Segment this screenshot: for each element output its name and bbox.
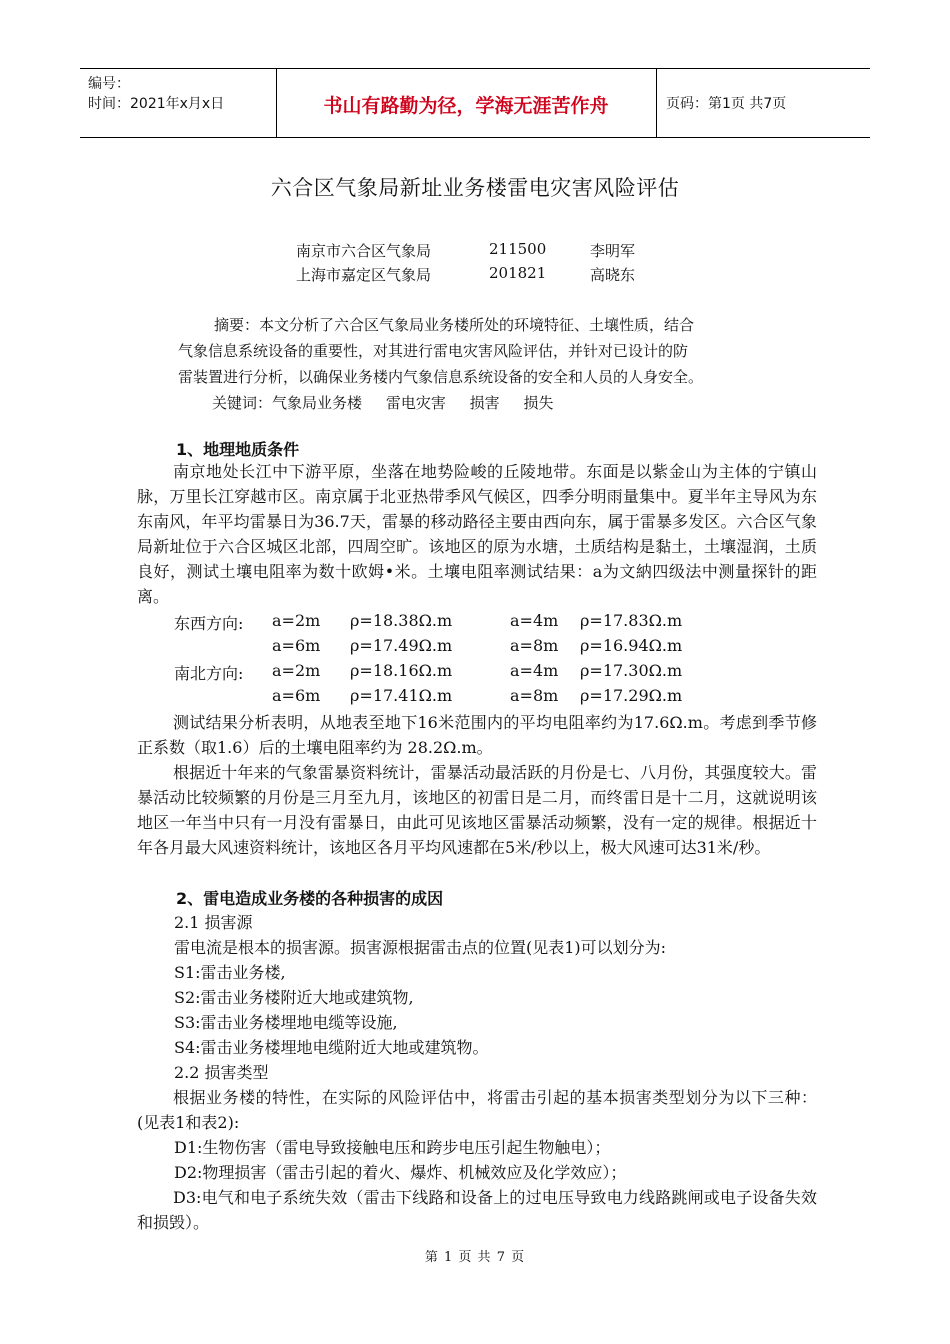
page-footer: 第 1 页 共 7 页 [424, 1250, 526, 1265]
measure-a: a=4m [510, 611, 559, 630]
measure-label-ew: 东西方向: [174, 614, 244, 633]
subsection-heading: 2.1 损害源 [174, 913, 253, 932]
author-zip: 201821 [489, 264, 547, 282]
header-number: 编号： [88, 76, 130, 92]
section-heading: 2、雷电造成业务楼的各种损害的成因 [176, 889, 444, 908]
author-name: 高晓东 [590, 266, 636, 284]
paragraph: 根据近十年来的气象雷暴资料统计，雷暴活动最活跃的月份是七、八月份，其强度较大。雷暴活动比较频繁的月份是三月至九月，该地区的初雷日是二月，而终雷日是十二月，这就说明该地区一年当中只有一月没有雷暴日，由此可见该地区雷暴活动频繁，没有一定的规律。根据近十年各月最大风速资料统计，该地区各月平均风速都在5米/秒以上，极大风速可达31米/秒。 [137, 763, 817, 857]
measure-rho: ρ=17.29Ω.m [580, 686, 683, 705]
author-name: 李明军 [590, 242, 636, 260]
measure-a: a=6m [272, 636, 321, 655]
header-meta [88, 74, 224, 114]
measure-rho: ρ=17.30Ω.m [580, 661, 683, 680]
abstract-line: 气象信息系统设备的重要性，对其进行雷电灾害风险评估，并针对已设计的防 [178, 342, 689, 360]
author-org: 上海市嘉定区气象局 [296, 266, 432, 284]
list-item: S1:雷击业务楼, [174, 963, 286, 982]
subsection-heading: 2.2 损害类型 [174, 1063, 269, 1082]
measure-rho: ρ=17.41Ω.m [350, 686, 453, 705]
measure-a: a=2m [272, 611, 321, 630]
author-zip: 211500 [489, 240, 547, 258]
author-org: 南京市六合区气象局 [296, 242, 432, 260]
list-item: D3:电气和电子系统失效（雷击下线路和设备上的过电压导致电力线路跳闸或电子设备失效和损毁）。 [137, 1188, 817, 1232]
header-motto: 书山有路勤为径，学海无涯苦作舟 [323, 95, 609, 117]
list-item: S2:雷击业务楼附近大地或建筑物, [174, 988, 414, 1007]
list-item: S4:雷击业务楼埋地电缆附近大地或建筑物。 [174, 1038, 489, 1057]
measure-label-ns: 南北方向: [174, 664, 244, 683]
header-divider [656, 69, 657, 137]
abstract [178, 312, 778, 416]
measure-a: a=8m [510, 636, 559, 655]
measure-a: a=8m [510, 686, 559, 705]
abstract-line: 雷装置进行分析，以确保业务楼内气象信息系统设备的安全和人员的人身安全。 [178, 368, 704, 386]
abstract-line: 摘要：本文分析了六合区气象局业务楼所处的环境特征、土壤性质，结合 [214, 316, 695, 334]
measure-a: a=6m [272, 686, 321, 705]
measure-rho: ρ=17.83Ω.m [580, 611, 683, 630]
measure-rho: ρ=18.16Ω.m [350, 661, 453, 680]
list-item: D1:生物伤害（雷电导致接触电压和跨步电压引起生物触电）； [174, 1138, 611, 1157]
measure-a: a=2m [272, 661, 321, 680]
paragraph: 南京地处长江中下游平原，坐落在地势险峻的丘陵地带。东面是以紫金山为主体的宁镇山脉，万里长江穿越市区。南京属于北亚热带季风气候区，四季分明雨量集中。夏半年主导风为东东南风，年平均雷暴日为36.7天，雷暴的移动路径主要由西向东，属于雷暴多发区。六合区气象局新址位于六合区城区北部，四周空旷。该地区的原为水塘，土质结构是黏土，土壤湿润，土质良好，测试土壤电阻率为数十欧姆•米。土壤电阻率测试结果：a为文納四级法中测量探针的距离。 [137, 462, 817, 606]
measure-a: a=4m [510, 661, 559, 680]
header-time: 时间：2021年x月x日 [88, 96, 225, 112]
measure-rho: ρ=18.38Ω.m [350, 611, 453, 630]
measure-rho: ρ=16.94Ω.m [580, 636, 683, 655]
document-title: 六合区气象局新址业务楼雷电灾害风险评估 [270, 176, 680, 200]
paragraph: 根据业务楼的特性，在实际的风险评估中，将雷击引起的基本损害类型划分为以下三种：(见表1和表2): [137, 1088, 817, 1132]
section-heading: 1、地理地质条件 [176, 440, 300, 459]
header-page-number: 页码：第1页 共7页 [666, 96, 787, 112]
list-item: S3:雷击业务楼埋地电缆等设施, [174, 1013, 398, 1032]
page-header [80, 68, 870, 138]
keywords: 关键词：气象局业务楼 雷电灾害 损害 损失 [212, 394, 554, 412]
paragraph: 测试结果分析表明，从地表至地下16米范围内的平均电阻率约为17.6Ω.m。考虑到季节修正系数（取1.6）后的土壤电阻率约为 28.2Ω.m。 [137, 713, 817, 757]
list-item: D2:物理损害（雷击引起的着火、爆炸、机械效应及化学效应）； [174, 1163, 627, 1182]
text-line: 雷电流是根本的损害源。损害源根据雷击点的位置(见表1)可以划分为: [174, 938, 667, 957]
measure-rho: ρ=17.49Ω.m [350, 636, 453, 655]
